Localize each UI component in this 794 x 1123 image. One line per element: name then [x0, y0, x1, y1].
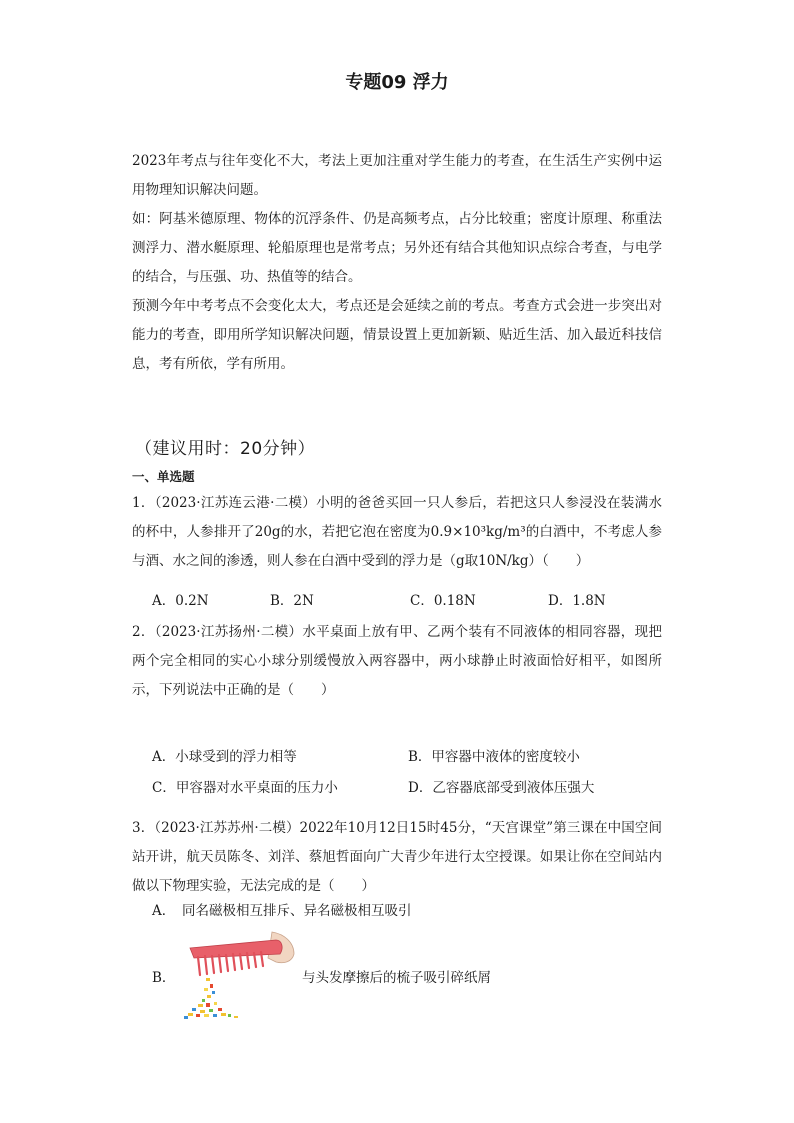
question-3-text: 3．（2023·江苏苏州·二模）2022年10月12日15时45分，“天宫课堂”第三课在中国空间站开讲，航天员陈冬、刘洋、蔡旭哲面向广大青少年进行太空授课。如果让你在空间站内做以下物理实验，无法完成的是（ ）	[132, 820, 662, 894]
question-2-option-b[interactable]: B．甲容器中液体的密度较小	[408, 749, 580, 765]
question-2-option-c[interactable]: C．甲容器对水平桌面的压力小	[152, 780, 338, 796]
page-title: 专题09 浮力	[345, 72, 449, 93]
section-heading: 一、单选题	[132, 469, 195, 484]
intro-paragraph-1: 2023年考点与往年变化不大，考法上更加注重对学生能力的考查，在生活生产实例中运用物理知识解决问题。	[132, 153, 662, 198]
question-3	[132, 814, 662, 901]
question-3-option-b-text[interactable]: 与头发摩擦后的梳子吸引碎纸屑	[302, 970, 491, 986]
question-2-option-a[interactable]: A．小球受到的浮力相等	[152, 749, 297, 765]
question-3-option-b-label[interactable]: B．	[152, 970, 176, 986]
question-2	[132, 618, 662, 705]
question-1-text: 1．（2023·江苏连云港·二模）小明的爸爸买回一只人参后，若把这只人参浸没在装满水的杯中，人参排开了20g的水，若把它泡在密度为0.9×10³kg/m³的白酒中，不考虑人参与酒、水之间的渗透，则人参在白酒中受到的浮力是（g取10N/kg）（ ）	[132, 495, 662, 569]
intro-section	[132, 147, 662, 379]
question-2-text: 2．（2023·江苏扬州·二模）水平桌面上放有甲、乙两个装有不同液体的相同容器，现把两个完全相同的实心小球分别缓慢放入两容器中，两小球静止时液面恰好相平，如图所示，下列说法中正确的是（ ）	[132, 624, 662, 698]
comb-paper-scraps-image	[176, 928, 296, 1020]
question-2-option-d[interactable]: D．乙容器底部受到液体压强大	[408, 780, 595, 796]
question-1-option-c[interactable]: C．0.18N	[410, 593, 476, 609]
intro-paragraph-3: 预测今年中考考点不会变化太大，考点还是会延续之前的考点。考查方式会进一步突出对能力的考查，即用所学知识解决问题，情景设置上更加新颖、贴近生活、加入最近科技信息，考有所依，学有所用。	[132, 298, 662, 372]
question-1-option-b[interactable]: B．2N	[270, 593, 314, 609]
question-1-option-d[interactable]: D．1.8N	[548, 593, 606, 609]
intro-paragraph-2: 如：阿基米德原理、物体的沉浮条件、仍是高频考点，占分比较重；密度计原理、称重法测浮力、潜水艇原理、轮船原理也是常考点；另外还有结合其他知识点综合考查，与电学的结合，与压强、功、热值等的结合。	[132, 211, 662, 285]
question-1-option-a[interactable]: A．0.2N	[152, 593, 209, 609]
suggested-time: （建议用时：20分钟）	[135, 439, 316, 459]
question-1	[132, 489, 662, 576]
question-3-option-a[interactable]: A． 同名磁极相互排斥、异名磁极相互吸引	[152, 903, 412, 919]
